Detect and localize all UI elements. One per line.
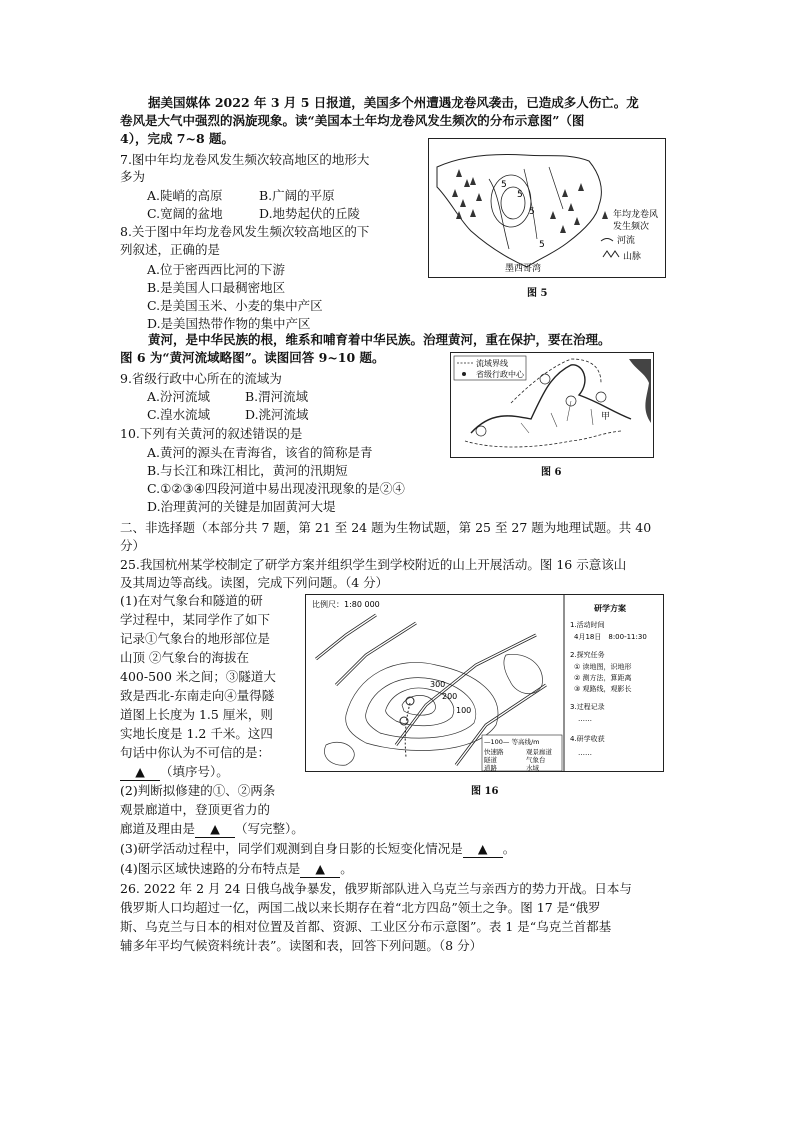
intro-tornado-line1: 据美国媒体 2022 年 3 月 5 日报道，美国多个州遭遇龙卷风袭击，已造成多人伤亡。龙 <box>148 95 639 110</box>
intro-yellow-river-line1: 黄河，是中华民族的根，维系和哺育着中华民族。治理黄河，重在保护，要在治理。 <box>148 332 611 347</box>
freq-label-5a: 5 <box>501 180 507 190</box>
q25-stem-cont: 及其周边等高线。读图，完成下列问题。（4 分） <box>120 575 389 590</box>
plan-item-1-value: 4月18日 8:00-11:30 <box>574 633 647 641</box>
contour-map-svg <box>306 595 663 771</box>
plan-item-1: 1.活动时间 <box>570 621 605 629</box>
q25-sub3-prefix: (3)研学活动过程中，同学们观测到自身日影的长短变化情况是 <box>120 841 463 856</box>
q25-sub2-line1: (2)判断拟修建的①、②两条 <box>120 783 276 798</box>
q9-option-c: C.湟水流域 <box>147 407 211 422</box>
q7-stem-cont: 多为 <box>120 169 146 184</box>
q25-sub1-line1: (1)在对气象台和隧道的研 <box>120 593 263 608</box>
q25-sub1-line3: 记录①气象台的地形部位是 <box>120 631 271 646</box>
contour-100-label: 100 <box>456 706 472 715</box>
freq-label-5b: 5 <box>517 190 523 200</box>
q25-sub1-answer-line <box>120 763 229 781</box>
q25-sub2-line2: 观景廊道中，登顶更省力的 <box>120 802 271 817</box>
q26-line3: 斯、乌克兰与日本的相对位置及首都、资源、工业区分布示意图”。表 1 是“乌克兰首都基 <box>120 919 612 934</box>
freq-label-5d: 5 <box>539 240 545 250</box>
legend-mountain: 山脉 <box>623 252 642 262</box>
intro-yellow-river-line2: 图 6 为“黄河流域略图”。读图回答 9~10 题。 <box>120 350 385 365</box>
figure-16-contour-map <box>305 594 664 772</box>
intro-tornado-line3: 4），完成 7~8 题。 <box>120 131 235 146</box>
tornado-icon <box>602 211 608 219</box>
q8-option-b: B.是美国人口最稠密地区 <box>147 280 286 295</box>
legend-contour: —100— 等高线/m <box>484 738 540 746</box>
q26-line4: 辅多年平均气候资料统计表”。读图和表，回答下列问题。（8 分） <box>120 938 483 953</box>
q8-option-a: A.位于密西西比河的下游 <box>147 262 286 277</box>
q7-option-a: A.陡峭的高原 <box>147 188 223 203</box>
q10-stem: 10.下列有关黄河的叙述错误的是 <box>120 426 303 441</box>
legend-boundary: 流域界线 <box>476 359 508 368</box>
q25-sub2-suffix: （写完整）。 <box>235 821 304 836</box>
q8-option-c: C.是美国玉米、小麦的集中产区 <box>147 298 323 313</box>
q7-option-d: D.地势起伏的丘陵 <box>259 206 361 221</box>
legend-freq: 年均龙卷风 <box>613 210 659 220</box>
legend-water: 水域 <box>526 764 539 771</box>
us-outline-map <box>429 139 665 277</box>
q25-sub2-answer-line <box>120 820 304 838</box>
mountain-icon <box>603 251 619 257</box>
section2-heading: 二、非选择题（本部分共 7 题，第 21 至 24 题为生物试题，第 25 至 27 题为地理试题。共 40 <box>120 520 652 535</box>
contour-200-label: 200 <box>442 692 458 701</box>
gulf-of-mexico-label: 墨西哥湾 <box>505 264 542 274</box>
plan-item-3-value: …… <box>578 715 592 723</box>
q8-stem-cont: 列叙述，正确的是 <box>120 242 221 257</box>
plan-item-4-value: …… <box>578 749 592 757</box>
label-jia: 甲 <box>601 412 611 422</box>
q25-sub4-suffix: 。 <box>340 861 353 876</box>
q25-sub3-line <box>120 840 515 858</box>
figure-5-caption: 图 5 <box>527 288 548 299</box>
q25-sub1-answer-blank[interactable]: ▲ <box>120 763 160 781</box>
q25-sub3-suffix: 。 <box>502 841 516 856</box>
legend-weather: 气象台 <box>526 756 546 764</box>
plan-item-2a: ① 读地图，识地形 <box>574 663 632 671</box>
q9-option-a: A.汾河流域 <box>147 389 211 404</box>
q25-sub1-line8: 实地长度是 1.2 千米。这四 <box>120 726 273 741</box>
q7-stem: 7.图中年均龙卷风发生频次较高地区的地形大 <box>120 152 370 167</box>
figure-6-yellow-river-map <box>450 352 654 458</box>
q25-sub1-suffix: （填序号）。 <box>160 764 229 779</box>
plan-item-3: 3.过程记录 <box>570 703 605 711</box>
legend-road: 道路 <box>484 764 497 771</box>
q25-sub3-answer-blank[interactable]: ▲ <box>463 840 503 858</box>
intro-tornado-line2: 卷风是大气中强烈的涡旋现象。读“美国本土年均龙卷风发生频次的分布示意图”（图 <box>120 113 585 128</box>
capital-dot-icon <box>462 372 466 376</box>
q25-sub1-line2: 学过程中，某同学作了如下 <box>120 612 271 627</box>
legend-tunnel: 隧道 <box>484 756 497 764</box>
plan-item-2: 2.探究任务 <box>570 651 605 659</box>
figure-5-tornado-map <box>428 138 666 278</box>
figure-16-caption: 图 16 <box>471 786 499 797</box>
q7-option-c: C.宽阔的盆地 <box>147 206 223 221</box>
fig5-legend <box>601 208 658 262</box>
q25-sub1-line4: 山顶 ②气象台的海拔在 <box>120 650 249 665</box>
q25-sub4-answer-blank[interactable]: ▲ <box>300 860 340 878</box>
q10-option-a: A.黄河的源头在青海省，该省的简称是青 <box>147 445 373 460</box>
legend-fastroad: 快速路 <box>484 748 504 756</box>
q25-sub1-line7: 道图上长度为 1.5 厘米，则 <box>120 707 273 722</box>
plan-item-2b: ② 测方法，算距离 <box>574 674 632 682</box>
q9-option-b: B.渭河流域 <box>245 389 309 404</box>
legend-capital: 省级行政中心 <box>476 370 524 379</box>
q25-sub1-line6: 致是西北-东南走向④量得隧 <box>120 688 275 703</box>
plan-title: 研学方案 <box>594 604 626 613</box>
contour-300-label: 300 <box>430 680 446 689</box>
legend-viewpath: 观景廊道 <box>526 748 552 756</box>
plan-item-2c: ③ 观路线，观影长 <box>574 685 632 693</box>
q10-option-b: B.与长江和珠江相比，黄河的汛期短 <box>147 463 348 478</box>
q25-sub2-answer-blank[interactable]: ▲ <box>195 820 235 838</box>
q25-sub2-prefix: 廊道及理由是 <box>120 821 196 836</box>
q8-stem: 8.关于图中年均龙卷风发生频次较高地区的下 <box>120 224 370 239</box>
q25-stem: 25.我国杭州某学校制定了研学方案并组织学生到学校附近的山上开展活动。图 16 示意该山 <box>120 557 627 572</box>
legend-freq-2: 发生频次 <box>613 222 650 232</box>
q25-sub1-line9: 句话中你认为不可信的是： <box>120 745 271 760</box>
q10-option-d: D.治理黄河的关键是加固黄河大堤 <box>147 499 336 514</box>
q25-sub4-prefix: (4)图示区域快速路的分布特点是 <box>120 861 301 876</box>
q25-sub4-line <box>120 860 353 878</box>
freq-label-5c: 5 <box>529 207 535 217</box>
river-icon <box>601 239 613 242</box>
scale-label: 比例尺：1:80 000 <box>312 600 380 609</box>
q9-option-d: D.洮河流域 <box>245 407 309 422</box>
q26-line1: 26. 2022 年 2 月 24 日俄乌战争暴发，俄罗斯部队进入乌克兰与亲西方的势力开战。日本与 <box>120 881 632 896</box>
legend-river: 河流 <box>617 236 636 246</box>
q9-stem: 9.省级行政中心所在的流域为 <box>120 371 282 386</box>
fig16-legend <box>482 735 562 771</box>
q10-option-c: C.①②③④四段河道中易出现凌汛现象的是②④ <box>147 481 405 496</box>
q25-sub1-line5: 400-500 米之间；③隧道大 <box>120 669 276 684</box>
q8-option-d: D.是美国热带作物的集中产区 <box>147 316 311 331</box>
yellow-river-sketch <box>451 353 653 457</box>
plan-item-4: 4.研学收获 <box>570 735 605 743</box>
section2-heading-cont: 分） <box>120 538 146 553</box>
q7-option-b: B.广阔的平原 <box>259 188 335 203</box>
study-plan-panel <box>570 603 647 757</box>
figure-6-caption: 图 6 <box>541 467 562 478</box>
q26-line2: 俄罗斯人口均超过一亿，两国二战以来长期存在着“北方四岛”领土之争。图 17 是“俄罗 <box>120 900 601 915</box>
